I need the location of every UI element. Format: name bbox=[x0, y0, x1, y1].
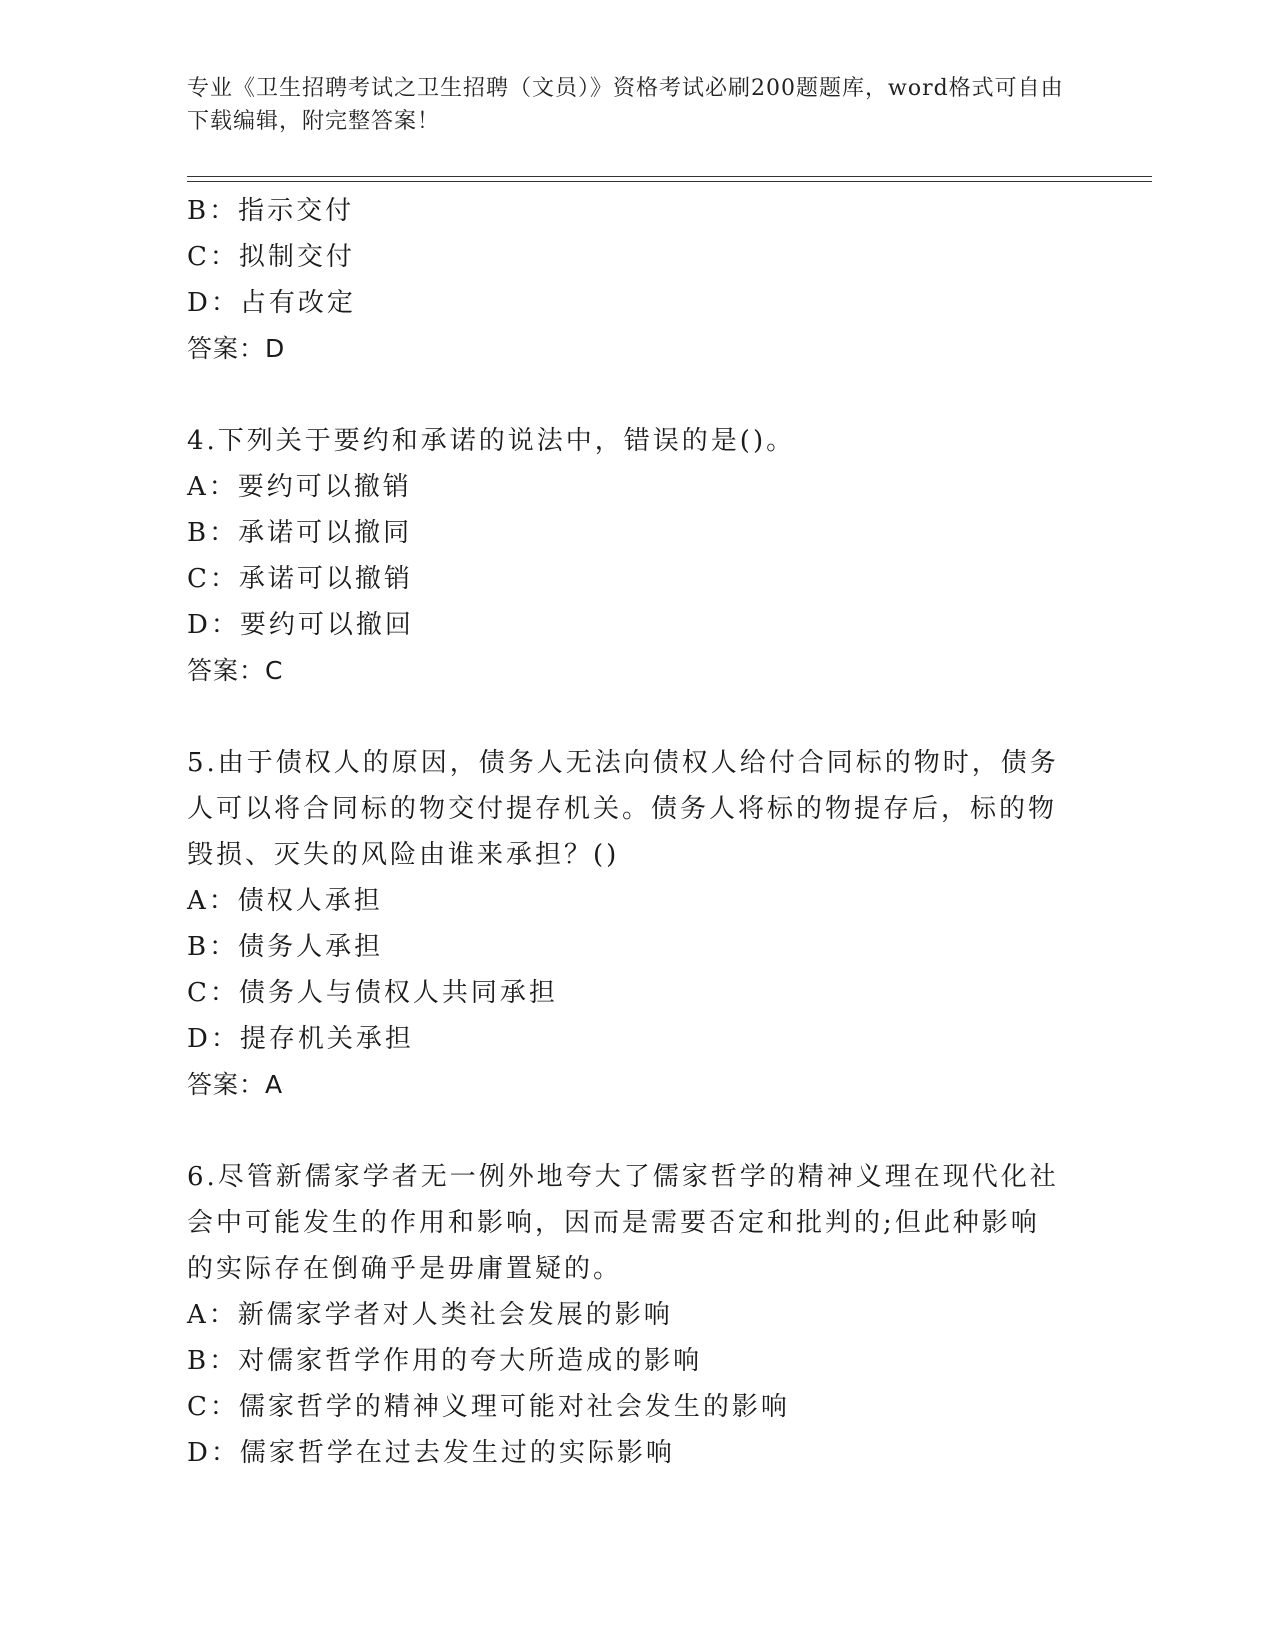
option-b: B：承诺可以撤同 bbox=[187, 518, 413, 548]
document-header: 专业《卫生招聘考试之卫生招聘（文员）》资格考试必刷200题题库，word格式可自由下载编辑，附完整答案！ bbox=[187, 76, 1064, 134]
option-d: D：儒家哲学在过去发生过的实际影响 bbox=[187, 1438, 675, 1468]
option-c: C：债务人与债权人共同承担 bbox=[187, 978, 558, 1008]
header-divider bbox=[187, 176, 1152, 182]
option-b: B：债务人承担 bbox=[187, 932, 384, 962]
answer: 答案：A bbox=[187, 1070, 284, 1099]
option-b: B：指示交付 bbox=[187, 196, 355, 226]
answer: 答案：D bbox=[187, 334, 286, 363]
option-a: A：要约可以撤销 bbox=[187, 472, 412, 502]
option-a: A：债权人承担 bbox=[187, 886, 383, 916]
answer: 答案：C bbox=[187, 656, 284, 685]
question-3-tail bbox=[187, 188, 1087, 372]
option-d: D：提存机关承担 bbox=[187, 1024, 414, 1054]
document-body bbox=[187, 188, 1087, 1476]
question-4 bbox=[187, 418, 1087, 694]
question-6 bbox=[187, 1154, 1087, 1476]
option-b: B：对儒家哲学作用的夸大所造成的影响 bbox=[187, 1346, 703, 1376]
question-text: 6.尽管新儒家学者无一例外地夸大了儒家哲学的精神义理在现代化社会中可能发生的作用和影响，因而是需要否定和批判的;但此种影响的实际存在倒确乎是毋庸置疑的。 bbox=[187, 1162, 1059, 1284]
question-text: 4.下列关于要约和承诺的说法中，错误的是()。 bbox=[187, 426, 796, 456]
option-a: A：新儒家学者对人类社会发展的影响 bbox=[187, 1300, 673, 1330]
question-5 bbox=[187, 740, 1087, 1108]
option-c: C：承诺可以撤销 bbox=[187, 564, 413, 594]
option-c: C：拟制交付 bbox=[187, 242, 355, 272]
option-c: C：儒家哲学的精神义理可能对社会发生的影响 bbox=[187, 1392, 790, 1422]
question-text: 5.由于债权人的原因，债务人无法向债权人给付合同标的物时，债务人可以将合同标的物交付提存机关。债务人将标的物提存后，标的物毁损、灭失的风险由谁来承担？() bbox=[187, 748, 1059, 870]
option-d: D：占有改定 bbox=[187, 288, 356, 318]
option-d: D：要约可以撤回 bbox=[187, 610, 414, 640]
